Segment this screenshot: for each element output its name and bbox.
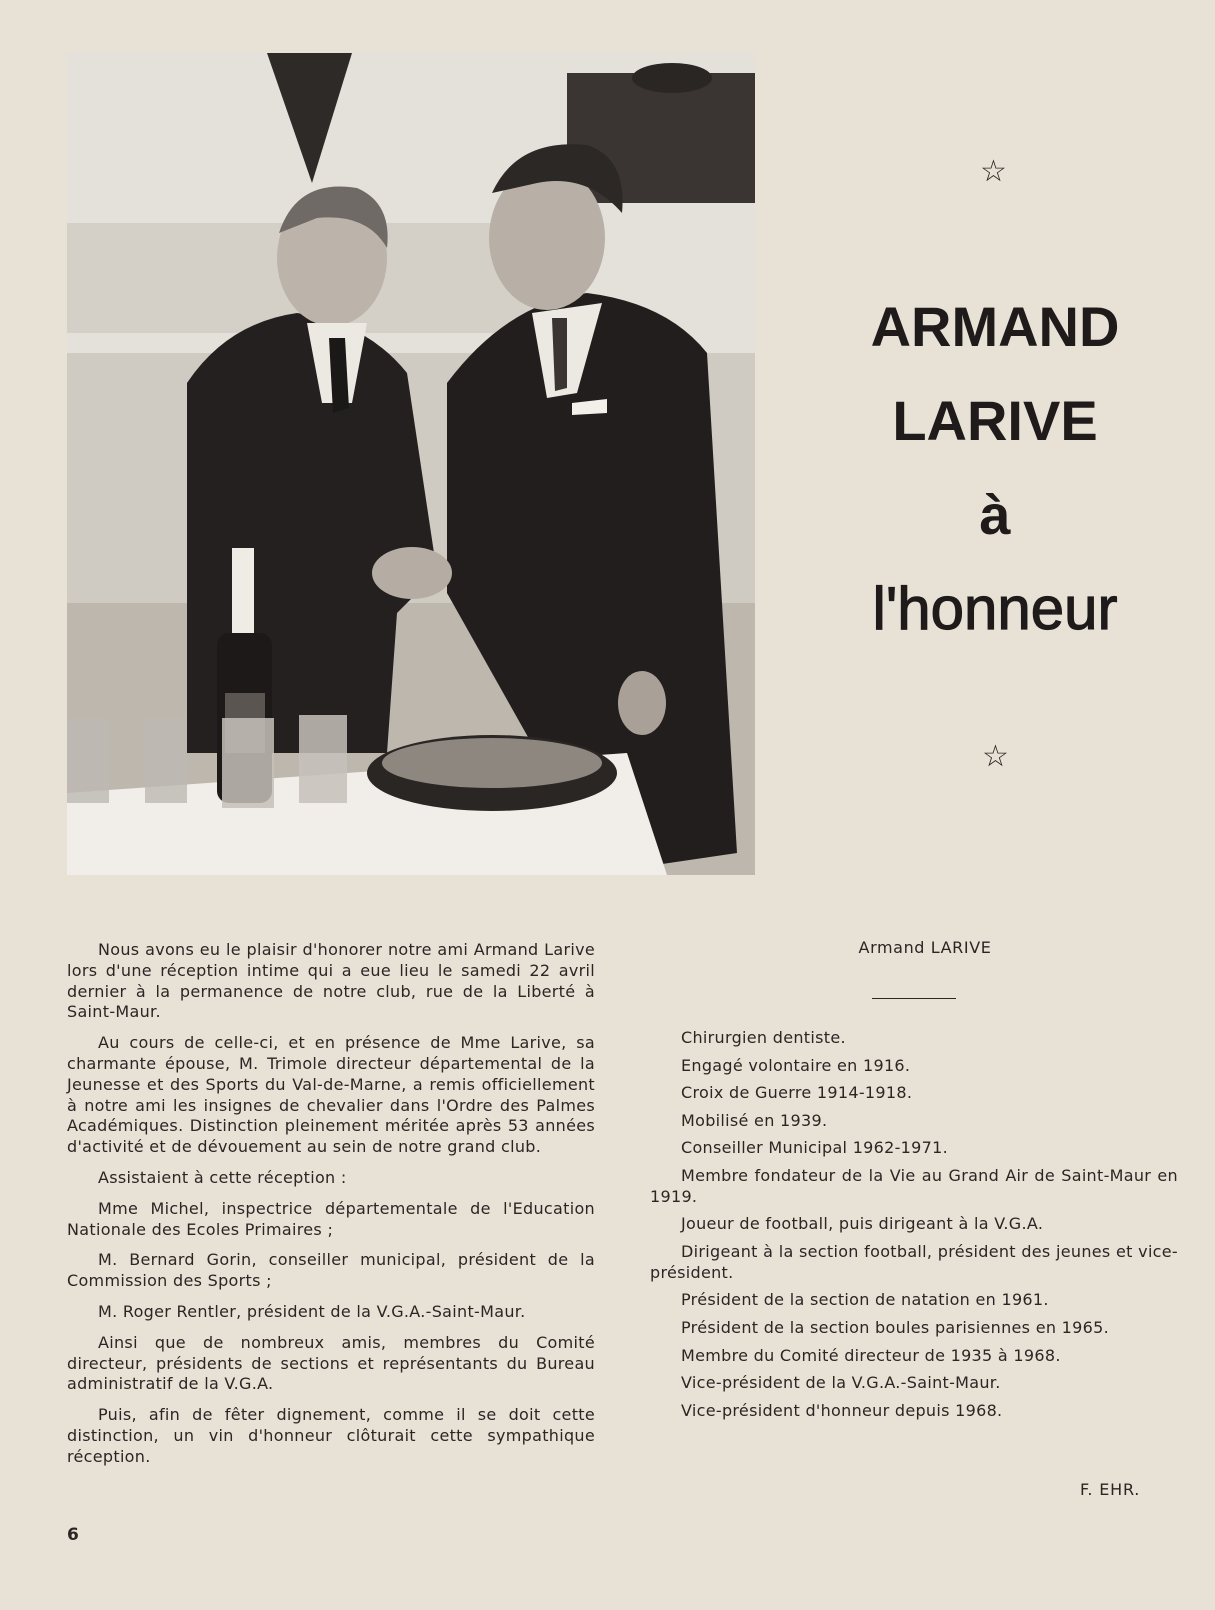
bio-item: Vice-président d'honneur depuis 1968. — [681, 1400, 1003, 1420]
bio-item: Croix de Guerre 1914-1918. — [681, 1083, 913, 1103]
photo-illustration — [67, 53, 755, 875]
article-body — [67, 940, 595, 1478]
bio-item: Joueur de football, puis dirigeant à la V.G.A. — [681, 1214, 1044, 1234]
bio-heading: Armand LARIVE — [858, 938, 992, 957]
bio-item: Membre du Comité directeur de 1935 à 1968. — [681, 1345, 1061, 1365]
author-signature: F. EHR. — [1080, 1480, 1141, 1499]
bio-item: Dirigeant à la section football, président des jeunes et vice-président. — [650, 1241, 1178, 1282]
divider — [872, 998, 956, 999]
star-icon: ☆ — [982, 739, 1009, 774]
article-title — [830, 280, 1160, 656]
bio-item: Mobilisé en 1939. — [681, 1110, 828, 1130]
paragraph: Ainsi que de nombreux amis, membres du Comité directeur, présidents de sections et représentants du Bureau administratif de la V.G.A. — [67, 1332, 595, 1394]
paragraph: M. Bernard Gorin, conseiller municipal, président de la Commission des Sports ; — [67, 1250, 595, 1291]
title-line-2: LARIVE — [892, 389, 1098, 452]
bio-item: Engagé volontaire en 1916. — [681, 1055, 911, 1075]
bio-item: Membre fondateur de la Vie au Grand Air de Saint-Maur en 1919. — [650, 1165, 1178, 1206]
page-number: 6 — [67, 1525, 79, 1545]
bio-item: Conseiller Municipal 1962-1971. — [681, 1138, 948, 1158]
bio-list — [650, 1028, 1178, 1428]
paragraph: Nous avons eu le plaisir d'honorer notre ami Armand Larive lors d'une réception intime qui a eue lieu le samedi 22 avril dernier à la permanence de notre club, rue de la Liberté à Saint-Maur. — [67, 940, 595, 1022]
star-icon: ☆ — [980, 154, 1007, 189]
bio-item: Président de la section de natation en 1961. — [681, 1290, 1049, 1310]
paragraph: Mme Michel, inspectrice départementale de l'Education Nationale des Ecoles Primaires ; — [67, 1198, 595, 1239]
paragraph: Au cours de celle-ci, et en présence de Mme Larive, sa charmante épouse, M. Trimole directeur départemental de la Jeunesse et des Sports du Val-de-Marne, a remis officiellement à notre ami les insignes de chevalier dans l'Ordre des Palmes Académiques. Distinction pleinement méritée après 53 années d'activité et de dévouement au sein de notre grand club. — [67, 1033, 595, 1157]
bio-item: Vice-président de la V.G.A.-Saint-Maur. — [681, 1373, 1001, 1393]
bio-item: Président de la section boules parisiennes en 1965. — [681, 1317, 1109, 1337]
title-line-4: l'honneur — [872, 575, 1118, 642]
photograph — [67, 53, 755, 875]
paragraph: Assistaient à cette réception : — [98, 1167, 347, 1187]
title-line-3: à — [979, 483, 1011, 546]
title-line-1: ARMAND — [870, 295, 1120, 358]
paragraph: Puis, afin de fêter dignement, comme il se doit cette distinction, un vin d'honneur clôturait cette sympathique réception. — [67, 1405, 595, 1466]
bio-item: Chirurgien dentiste. — [681, 1028, 846, 1047]
paragraph: M. Roger Rentler, président de la V.G.A.-Saint-Maur. — [98, 1301, 526, 1321]
